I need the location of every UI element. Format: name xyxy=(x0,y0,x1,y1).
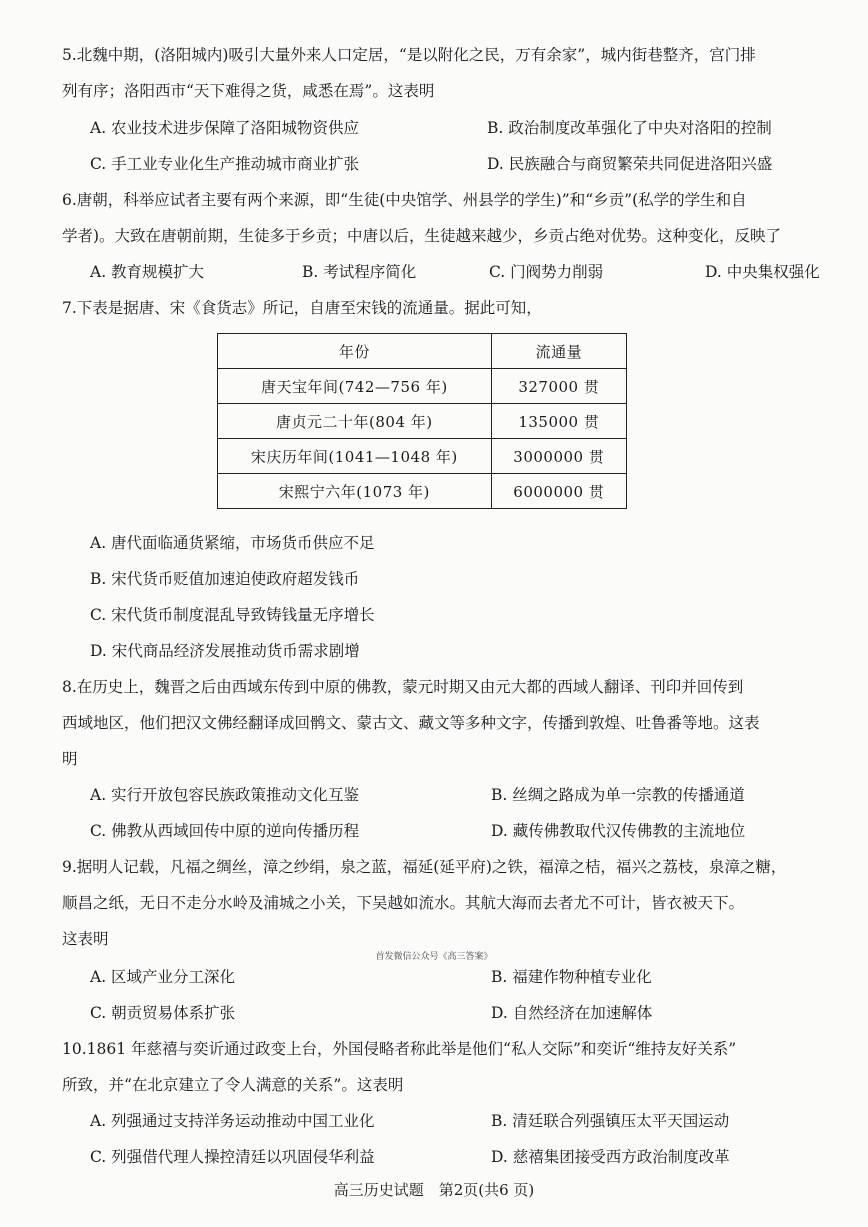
table-cell-volume: 327000 贯 xyxy=(491,369,626,404)
table-cell-volume: 3000000 贯 xyxy=(491,439,626,474)
question-10-option-b: B. 清廷联合列强镇压太平天国运动 xyxy=(491,1112,730,1130)
question-9-option-d: D. 自然经济在加速解体 xyxy=(491,1004,653,1022)
question-8-option-a: A. 实行开放包容民族政策推动文化互鉴 xyxy=(90,786,360,804)
table-row xyxy=(218,369,627,404)
table-cell-volume: 6000000 贯 xyxy=(491,474,626,509)
watermark: 首发微信公众号《高三答案》 xyxy=(375,952,493,962)
question-9-line-3: 这表明 xyxy=(62,930,109,948)
question-6-option-a: A. 教育规模扩大 xyxy=(90,263,205,281)
question-9-line-2: 顺昌之纸，无日不走分水岭及浦城之小关，下吴越如流水。其航大海而去者尤不可计，皆衣被天下。 xyxy=(62,894,745,912)
table-header-volume: 流通量 xyxy=(491,334,626,369)
question-10-line-1: 10.1861 年慈禧与奕䜣通过政变上台，外国侵略者称此举是他们“私人交际”和奕䜣“维持友好关系” xyxy=(62,1040,737,1058)
question-9-option-a: A. 区域产业分工深化 xyxy=(90,968,236,986)
question-9-line-1: 9.据明人记载，凡福之绸丝，漳之纱绢，泉之蓝，福延(延平府)之铁，福漳之桔，福兴之荔枝，泉漳之糖， xyxy=(62,858,787,876)
question-5-line-1: 5.北魏中期，(洛阳城内)吸引大量外来人口定居，“是以附化之民，万有余家”，城内街巷整齐，宫门排 xyxy=(62,46,756,64)
question-10-option-d: D. 慈禧集团接受西方政治制度改革 xyxy=(491,1148,730,1166)
table-cell-year: 唐天宝年间(742—756 年) xyxy=(218,369,492,404)
circulation-table xyxy=(217,333,627,509)
table-cell-year: 宋庆历年间(1041—1048 年) xyxy=(218,439,492,474)
question-7-option-d: D. 宋代商品经济发展推动货币需求剧增 xyxy=(90,642,360,660)
table-row xyxy=(218,474,627,509)
table-row xyxy=(218,404,627,439)
question-8-option-d: D. 藏传佛教取代汉传佛教的主流地位 xyxy=(491,822,746,840)
question-6-line-1: 6.唐朝，科举应试者主要有两个来源，即“生徒(中央馆学、州县学的学生)”和“乡贡”(私学的学生和自 xyxy=(62,191,747,209)
question-8-line-2: 西域地区，他们把汉文佛经翻译成回鹘文、蒙古文、藏文等多种文字，传播到敦煌、吐鲁番等地。这表 xyxy=(62,714,760,732)
question-5-option-d: D. 民族融合与商贸繁荣共同促进洛阳兴盛 xyxy=(487,155,773,173)
question-9-option-b: B. 福建作物种植专业化 xyxy=(491,968,652,986)
question-10-option-c: C. 列强借代理人操控清廷以巩固侵华利益 xyxy=(90,1148,375,1166)
table-cell-volume: 135000 贯 xyxy=(491,404,626,439)
page-footer: 高三历史试题 第2页(共6 页) xyxy=(333,1181,535,1199)
table-cell-year: 宋熙宁六年(1073 年) xyxy=(218,474,492,509)
question-8-line-1: 8.在历史上，魏晋之后由西域东传到中原的佛教，蒙元时期又由元大都的西域人翻译、刊印并回传到 xyxy=(62,678,744,696)
question-6-option-c: C. 门阀势力削弱 xyxy=(489,263,604,281)
table-header-row xyxy=(218,334,627,369)
question-10-line-2: 所致，并“在北京建立了令人满意的关系”。这表明 xyxy=(62,1076,404,1094)
question-7-option-b: B. 宋代货币贬值加速迫使政府超发钱币 xyxy=(90,570,360,588)
question-5-option-c: C. 手工业专业化生产推动城市商业扩张 xyxy=(90,155,360,173)
question-7-option-a: A. 唐代面临通货紧缩，市场货币供应不足 xyxy=(90,534,375,552)
question-7-option-c: C. 宋代货币制度混乱导致铸钱量无序增长 xyxy=(90,606,375,624)
question-6-line-2: 学者)。大致在唐朝前期，生徒多于乡贡；中唐以后，生徒越来越少，乡贡占绝对优势。这种变化，反映了 xyxy=(62,227,782,245)
question-8-line-3: 明 xyxy=(62,750,78,768)
question-8-option-c: C. 佛教从西域回传中原的逆向传播历程 xyxy=(90,822,360,840)
question-9-option-c: C. 朝贡贸易体系扩张 xyxy=(90,1004,236,1022)
question-5-line-2: 列有序；洛阳西市“天下难得之货，咸悉在焉”。这表明 xyxy=(62,82,435,100)
question-6-option-b: B. 考试程序简化 xyxy=(302,263,417,281)
question-5-option-a: A. 农业技术进步保障了洛阳城物资供应 xyxy=(90,119,360,137)
table-row xyxy=(218,439,627,474)
question-5-option-b: B. 政治制度改革强化了中央对洛阳的控制 xyxy=(487,119,772,137)
question-8-option-b: B. 丝绸之路成为单一宗教的传播通道 xyxy=(491,786,745,804)
table-cell-year: 唐贞元二十年(804 年) xyxy=(218,404,492,439)
question-6-option-d: D. 中央集权强化 xyxy=(705,263,820,281)
question-7-line-1: 7.下表是据唐、宋《食货志》所记，自唐至宋钱的流通量。据此可知， xyxy=(62,299,542,317)
question-10-option-a: A. 列强通过支持洋务运动推动中国工业化 xyxy=(90,1112,375,1130)
table-header-year: 年份 xyxy=(218,334,492,369)
